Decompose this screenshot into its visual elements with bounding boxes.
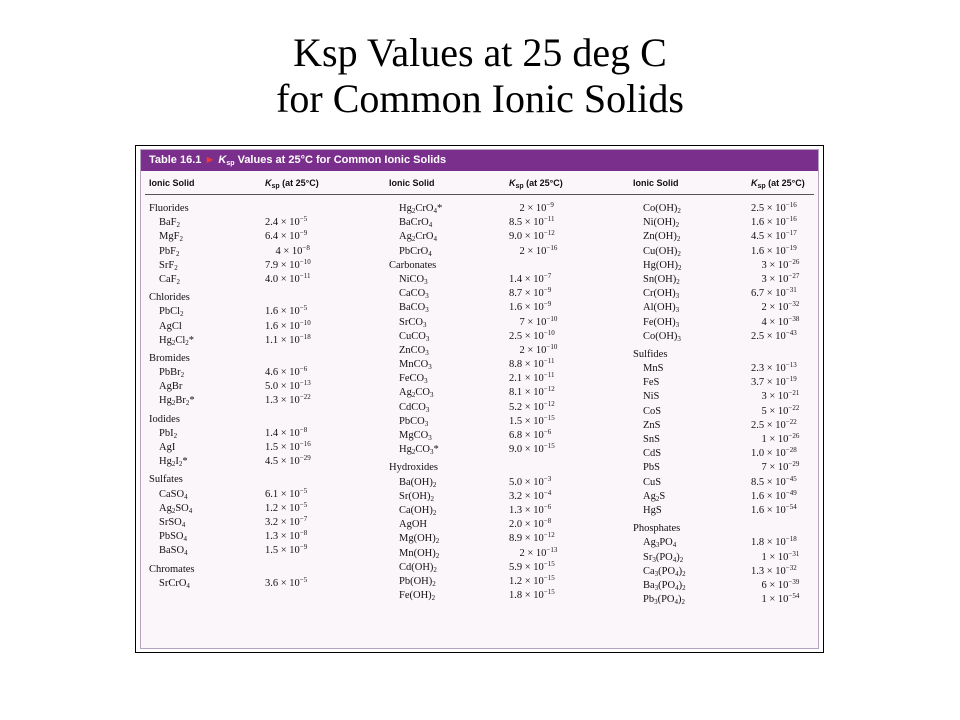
- table-row: [389, 301, 619, 315]
- table-row: [389, 532, 619, 546]
- ksp-value: $5.0 \times 10^{-3}$: [509, 474, 552, 488]
- solid-formula: $Ag_3PO_4$: [643, 537, 677, 550]
- group-heading: [149, 563, 379, 577]
- table-number: Table 16.1: [149, 154, 202, 166]
- solid-formula: $Hg_2I_2*$: [159, 456, 188, 469]
- solid-formula: PbSO$_4$: [159, 531, 188, 544]
- table-row: [149, 320, 379, 334]
- table-row: [633, 301, 818, 315]
- solid-formula: $Hg_2Br_2*$: [159, 395, 195, 408]
- table-row: [149, 394, 379, 408]
- ksp-value: $5.0 \times 10^{-13}$: [265, 379, 311, 393]
- table-row: [149, 502, 379, 516]
- solid-formula: $Fe(OH)_2$: [399, 590, 436, 603]
- table-row: [633, 490, 818, 504]
- table-row: [389, 561, 619, 575]
- group-label: Iodides: [149, 413, 180, 425]
- solid-formula: $Hg_2CO_3*$: [399, 444, 439, 457]
- ksp-value: $3.2 \times 10^{-4}$: [509, 488, 552, 502]
- table-row: [149, 380, 379, 394]
- group-label: Phosphates: [633, 523, 681, 535]
- ksp-value: $4.5 \times 10^{-17}$: [751, 229, 797, 243]
- solid-formula: SrCrO$_4$: [159, 577, 190, 590]
- solid-formula: $Ag_2S$: [643, 490, 666, 503]
- col-header-ksp-2: [509, 178, 563, 188]
- ksp-value: $1.6 \times 10^{-10}$: [265, 318, 311, 332]
- ksp-value: $4 \times 10^{-38}$: [751, 314, 800, 328]
- ksp-value: $9.0 \times 10^{-15}$: [509, 442, 555, 456]
- ksp-value: $6.4 \times 10^{-9}$: [265, 229, 308, 243]
- slide-title: [0, 30, 960, 122]
- table-row: [389, 287, 619, 301]
- ksp-value: $1.6 \times 10^{-49}$: [751, 488, 797, 502]
- solid-formula: PbF$_2$: [159, 245, 180, 258]
- solid-formula: AgBr: [159, 381, 183, 393]
- group-heading: [389, 461, 619, 475]
- ksp-value: $1.3 \times 10^{-22}$: [265, 393, 311, 407]
- ksp-value: $2 \times 10^{-9}$: [509, 201, 554, 214]
- ksp-at: (at 25°C): [765, 178, 805, 188]
- group-label: Hydroxides: [389, 462, 438, 474]
- solid-formula: $Ag_2CrO_4$: [399, 231, 437, 244]
- table-row: [633, 405, 818, 419]
- solid-formula: CaSO$_4$: [159, 488, 188, 501]
- solid-formula: $Mg(OH)_2$: [399, 533, 440, 546]
- group-heading: [633, 522, 818, 536]
- solid-formula: CaCO$_3$: [399, 288, 429, 301]
- ksp-k: K: [509, 178, 516, 188]
- table-row: [633, 216, 818, 230]
- ksp-value: $1.6 \times 10^{-54}$: [751, 502, 797, 516]
- solid-formula: NiS: [643, 391, 660, 403]
- table-row: [149, 577, 379, 591]
- ksp-value: $6 \times 10^{-39}$: [751, 577, 800, 591]
- table-row: [149, 488, 379, 502]
- ksp-value: $7 \times 10^{-29}$: [751, 460, 800, 474]
- solid-formula: FeCO$_3$: [399, 373, 428, 386]
- table-row: [149, 245, 379, 259]
- table-row: [633, 433, 818, 447]
- ksp-value: $1.3 \times 10^{-6}$: [509, 502, 552, 516]
- table-row: [633, 245, 818, 259]
- solid-formula: CuCO$_3$: [399, 330, 430, 343]
- table-panel: [140, 149, 819, 649]
- table-row: [389, 415, 619, 429]
- table-row: [633, 476, 818, 490]
- ksp-value: $5 \times 10^{-22}$: [751, 403, 800, 417]
- solid-formula: $Cd(OH)_2$: [399, 561, 437, 574]
- table-row: [389, 273, 619, 287]
- table-row: [149, 273, 379, 287]
- table-row: [389, 202, 619, 216]
- table-row: [149, 427, 379, 441]
- ksp-value: $2 \times 10^{-16}$: [509, 243, 558, 257]
- table-row: [389, 245, 619, 259]
- solid-formula: $Pb_3(PO_4)_2$: [643, 594, 686, 607]
- table-row: [633, 376, 818, 390]
- col-header-solid-1: Ionic Solid: [149, 178, 195, 188]
- ksp-value: $1.0 \times 10^{-28}$: [751, 446, 797, 460]
- table-row: [633, 461, 818, 475]
- caption-text: Values at 25°C for Common Ionic Solids: [234, 154, 447, 166]
- ksp-value: $1.6 \times 10^{-19}$: [751, 243, 797, 257]
- solid-formula: PbS: [643, 462, 660, 474]
- solid-formula: PbBr$_2$: [159, 367, 185, 380]
- table-column-1: [149, 202, 379, 591]
- solid-formula: CaF$_2$: [159, 273, 181, 286]
- table-row: [149, 530, 379, 544]
- solid-formula: BaCrO$_4$: [399, 217, 433, 230]
- group-label: Carbonates: [389, 259, 437, 271]
- solid-formula: $Ag_2CO_3$: [399, 387, 434, 400]
- solid-formula: AgOH: [399, 519, 427, 531]
- table-row: [633, 316, 818, 330]
- ksp-value: $8.5 \times 10^{-11}$: [509, 215, 555, 229]
- solid-formula: $Ca(OH)_2$: [399, 504, 437, 517]
- ksp-value: $4.5 \times 10^{-29}$: [265, 454, 311, 468]
- ksp-value: $3 \times 10^{-26}$: [751, 257, 800, 271]
- ksp-value: $1.3 \times 10^{-32}$: [751, 563, 797, 577]
- table-row: [389, 490, 619, 504]
- solid-formula: SrCO$_3$: [399, 316, 427, 329]
- table-row: [633, 536, 818, 550]
- table-row: [149, 455, 379, 469]
- col-header-solid-3: Ionic Solid: [633, 178, 679, 188]
- table-row: [149, 441, 379, 455]
- group-label: Sulfates: [149, 474, 183, 486]
- solid-formula: MgF$_2$: [159, 231, 183, 244]
- header-rule: [145, 194, 814, 195]
- ksp-value: $3 \times 10^{-27}$: [751, 271, 800, 285]
- solid-formula: $Hg_2CrO_4*$: [399, 203, 443, 215]
- ksp-value: $6.8 \times 10^{-6}$: [509, 428, 552, 441]
- ksp-value: $1.6 \times 10^{-5}$: [265, 304, 308, 318]
- ksp-value: $8.5 \times 10^{-45}$: [751, 474, 797, 488]
- ksp-value: $2 \times 10^{-10}$: [509, 342, 558, 356]
- table-column-3: [633, 202, 818, 607]
- ksp-value: $1.8 \times 10^{-18}$: [751, 535, 797, 549]
- table-row: [149, 366, 379, 380]
- ksp-value: $6.1 \times 10^{-5}$: [265, 486, 308, 500]
- ksp-sub: sp: [515, 183, 524, 190]
- solid-formula: CdCO$_3$: [399, 401, 430, 414]
- solid-formula: ZnCO$_3$: [399, 344, 429, 357]
- col-header-solid-2: Ionic Solid: [389, 178, 435, 188]
- table-row: [389, 216, 619, 230]
- table-row: [389, 230, 619, 244]
- solid-formula: FeS: [643, 377, 660, 389]
- ksp-value: $4.6 \times 10^{-6}$: [265, 365, 308, 379]
- ksp-value: $1.5 \times 10^{-9}$: [265, 543, 308, 557]
- ksp-at: (at 25°C): [523, 178, 563, 188]
- solid-formula: NiCO$_3$: [399, 273, 428, 286]
- ksp-value: $7.9 \times 10^{-10}$: [265, 257, 311, 271]
- ksp-value: $2.1 \times 10^{-11}$: [509, 371, 555, 385]
- table-row: [389, 429, 619, 443]
- table-caption: [141, 150, 818, 171]
- table-row: [389, 358, 619, 372]
- ksp-value: $1.3 \times 10^{-8}$: [265, 529, 308, 543]
- table-row: [149, 334, 379, 348]
- group-heading: [633, 348, 818, 362]
- table-row: [633, 362, 818, 376]
- ksp-value: $2.4 \times 10^{-5}$: [265, 215, 308, 229]
- ksp-value: $5.9 \times 10^{-15}$: [509, 559, 555, 573]
- ksp-value: $5.2 \times 10^{-12}$: [509, 399, 555, 413]
- solid-formula: $Ca_3(PO_4)_2$: [643, 565, 686, 578]
- table-row: [389, 401, 619, 415]
- ksp-value: $3.7 \times 10^{-19}$: [751, 375, 797, 389]
- caption-ksub: sp: [226, 160, 235, 167]
- solid-formula: PbCrO$_4$: [399, 245, 432, 258]
- solid-formula: $Ba_3(PO_4)_2$: [643, 579, 686, 592]
- ksp-value: $1 \times 10^{-54}$: [751, 592, 800, 606]
- table-row: [633, 593, 818, 607]
- ksp-value: $1.4 \times 10^{-7}$: [509, 271, 552, 285]
- col-header-ksp-3: [751, 178, 805, 188]
- solid-formula: MnCO$_3$: [399, 359, 432, 372]
- ksp-value: $4.0 \times 10^{-11}$: [265, 271, 311, 285]
- table-row: [633, 419, 818, 433]
- table-row: [389, 589, 619, 603]
- table-row: [633, 390, 818, 404]
- ksp-value: $1.4 \times 10^{-8}$: [265, 425, 308, 439]
- solid-formula: PbI$_2$: [159, 427, 178, 440]
- solid-formula: AgCl: [159, 320, 182, 332]
- solid-formula: $Zn(OH)_2$: [643, 231, 681, 244]
- title-line-2: for Common Ionic Solids: [276, 76, 684, 121]
- ksp-value: $2 \times 10^{-32}$: [751, 300, 800, 314]
- table-row: [389, 344, 619, 358]
- table-row: [389, 518, 619, 532]
- ksp-value: $1.5 \times 10^{-15}$: [509, 413, 555, 427]
- ksp-k: K: [751, 178, 758, 188]
- table-row: [149, 259, 379, 273]
- ksp-value: $1.6 \times 10^{-16}$: [751, 215, 797, 229]
- solid-formula: $Sr(OH)_2$: [399, 490, 434, 503]
- group-label: Sulfides: [633, 348, 668, 360]
- solid-formula: MnS: [643, 363, 664, 375]
- table-row: [389, 504, 619, 518]
- solid-formula: $Pb(OH)_2$: [399, 575, 436, 588]
- ksp-value: $9.0 \times 10^{-12}$: [509, 229, 555, 243]
- group-heading: [149, 473, 379, 487]
- table-row: [389, 386, 619, 400]
- solid-formula: HgS: [643, 504, 662, 516]
- solid-formula: $Hg(OH)_2$: [643, 259, 682, 272]
- solid-formula: $Co(OH)_2$: [643, 203, 681, 215]
- table-row: [389, 476, 619, 490]
- group-label: Bromides: [149, 352, 190, 364]
- solid-formula: $Ag_2SO_4$: [159, 502, 193, 515]
- solid-formula: $Ni(OH)_2$: [643, 217, 680, 230]
- ksp-value: $3.2 \times 10^{-7}$: [265, 514, 308, 528]
- ksp-value: $7 \times 10^{-10}$: [509, 314, 558, 328]
- table-row: [149, 230, 379, 244]
- ksp-value: $2.5 \times 10^{-16}$: [751, 201, 797, 214]
- solid-formula: SrF$_2$: [159, 259, 178, 272]
- ksp-value: $3.6 \times 10^{-5}$: [265, 575, 308, 589]
- group-label: Fluorides: [149, 203, 189, 214]
- ksp-value: $1.2 \times 10^{-15}$: [509, 573, 555, 587]
- group-label: Chromates: [149, 563, 195, 575]
- table-row: [389, 443, 619, 457]
- group-label: Chlorides: [149, 292, 190, 304]
- solid-formula: $Co(OH)_3$: [643, 330, 681, 343]
- solid-formula: $Cr(OH)_3$: [643, 288, 680, 301]
- ksp-value: $1 \times 10^{-31}$: [751, 549, 800, 563]
- solid-formula: CoS: [643, 405, 662, 417]
- table-row: [633, 330, 818, 344]
- ksp-value: $2.5 \times 10^{-22}$: [751, 417, 797, 431]
- ksp-value: $2 \times 10^{-13}$: [509, 545, 558, 559]
- ksp-value: $1.1 \times 10^{-18}$: [265, 332, 311, 346]
- solid-formula: $Ba(OH)_2$: [399, 476, 437, 489]
- title-line-1: Ksp Values at 25 deg C: [293, 30, 667, 75]
- solid-formula: $Al(OH)_3$: [643, 302, 680, 315]
- solid-formula: $Sn(OH)_2$: [643, 273, 680, 286]
- solid-formula: MgCO$_3$: [399, 430, 432, 442]
- table-row: [633, 273, 818, 287]
- solid-formula: $Hg_2Cl_2*$: [159, 334, 195, 347]
- solid-formula: PbCl$_2$: [159, 306, 184, 319]
- ksp-sub: sp: [757, 183, 766, 190]
- ksp-value: $2.5 \times 10^{-43}$: [751, 328, 797, 342]
- group-heading: [149, 202, 379, 216]
- ksp-value: $1.5 \times 10^{-16}$: [265, 440, 311, 453]
- table-row: [389, 372, 619, 386]
- col-header-ksp-1: [265, 178, 319, 188]
- table-row: [633, 579, 818, 593]
- ksp-value: $8.7 \times 10^{-9}$: [509, 286, 552, 300]
- table-row: [633, 230, 818, 244]
- group-heading: [149, 413, 379, 427]
- caption-k: K: [218, 154, 227, 166]
- ksp-value: $2.3 \times 10^{-13}$: [751, 361, 797, 375]
- ksp-at: (at 25°C): [279, 178, 319, 188]
- table-row: [633, 565, 818, 579]
- table-row: [149, 516, 379, 530]
- group-heading: [149, 352, 379, 366]
- ksp-table: [135, 145, 824, 653]
- solid-formula: $Sr_3(PO_4)_2$: [643, 551, 684, 564]
- solid-formula: $Fe(OH)_3$: [643, 316, 680, 329]
- ksp-value: $1.8 \times 10^{-15}$: [509, 588, 555, 602]
- ksp-k: K: [265, 178, 272, 188]
- table-row: [389, 547, 619, 561]
- solid-formula: SrSO$_4$: [159, 516, 186, 529]
- solid-formula: AgI: [159, 442, 176, 453]
- ksp-value: $8.8 \times 10^{-11}$: [509, 357, 555, 371]
- group-heading: [389, 259, 619, 273]
- table-row: [633, 202, 818, 216]
- ksp-sub: sp: [271, 183, 280, 190]
- solid-formula: BaF$_2$: [159, 217, 181, 230]
- solid-formula: $Cu(OH)_2$: [643, 245, 681, 258]
- ksp-value: $3 \times 10^{-21}$: [751, 389, 800, 403]
- ksp-value: $8.9 \times 10^{-12}$: [509, 531, 555, 545]
- ksp-value: $2.0 \times 10^{-8}$: [509, 517, 552, 531]
- table-row: [633, 504, 818, 518]
- solid-formula: CdS: [643, 448, 662, 460]
- table-row: [633, 551, 818, 565]
- ksp-value: $1.6 \times 10^{-9}$: [509, 300, 552, 314]
- table-row: [389, 316, 619, 330]
- ksp-value: $1.2 \times 10^{-5}$: [265, 500, 308, 514]
- caption-arrow-icon: ►: [204, 154, 216, 166]
- table-row: [633, 447, 818, 461]
- table-row: [149, 216, 379, 230]
- table-row: [149, 544, 379, 558]
- table-row: [633, 287, 818, 301]
- table-row: [389, 575, 619, 589]
- solid-formula: SnS: [643, 434, 660, 445]
- ksp-value: $1 \times 10^{-26}$: [751, 432, 800, 445]
- ksp-value: $4 \times 10^{-8}$: [265, 243, 310, 257]
- solid-formula: $Mn(OH)_2$: [399, 547, 440, 560]
- solid-formula: ZnS: [643, 419, 661, 431]
- ksp-value: $8.1 \times 10^{-12}$: [509, 385, 555, 399]
- table-row: [633, 259, 818, 273]
- solid-formula: PbCO$_3$: [399, 415, 429, 428]
- table-row: [149, 305, 379, 319]
- ksp-value: $2.5 \times 10^{-10}$: [509, 328, 555, 342]
- table-column-2: [389, 202, 619, 603]
- group-heading: [149, 291, 379, 305]
- table-row: [389, 330, 619, 344]
- solid-formula: BaCO$_3$: [399, 302, 429, 315]
- ksp-value: $6.7 \times 10^{-31}$: [751, 286, 797, 300]
- solid-formula: CuS: [643, 476, 662, 488]
- solid-formula: BaSO$_4$: [159, 545, 188, 558]
